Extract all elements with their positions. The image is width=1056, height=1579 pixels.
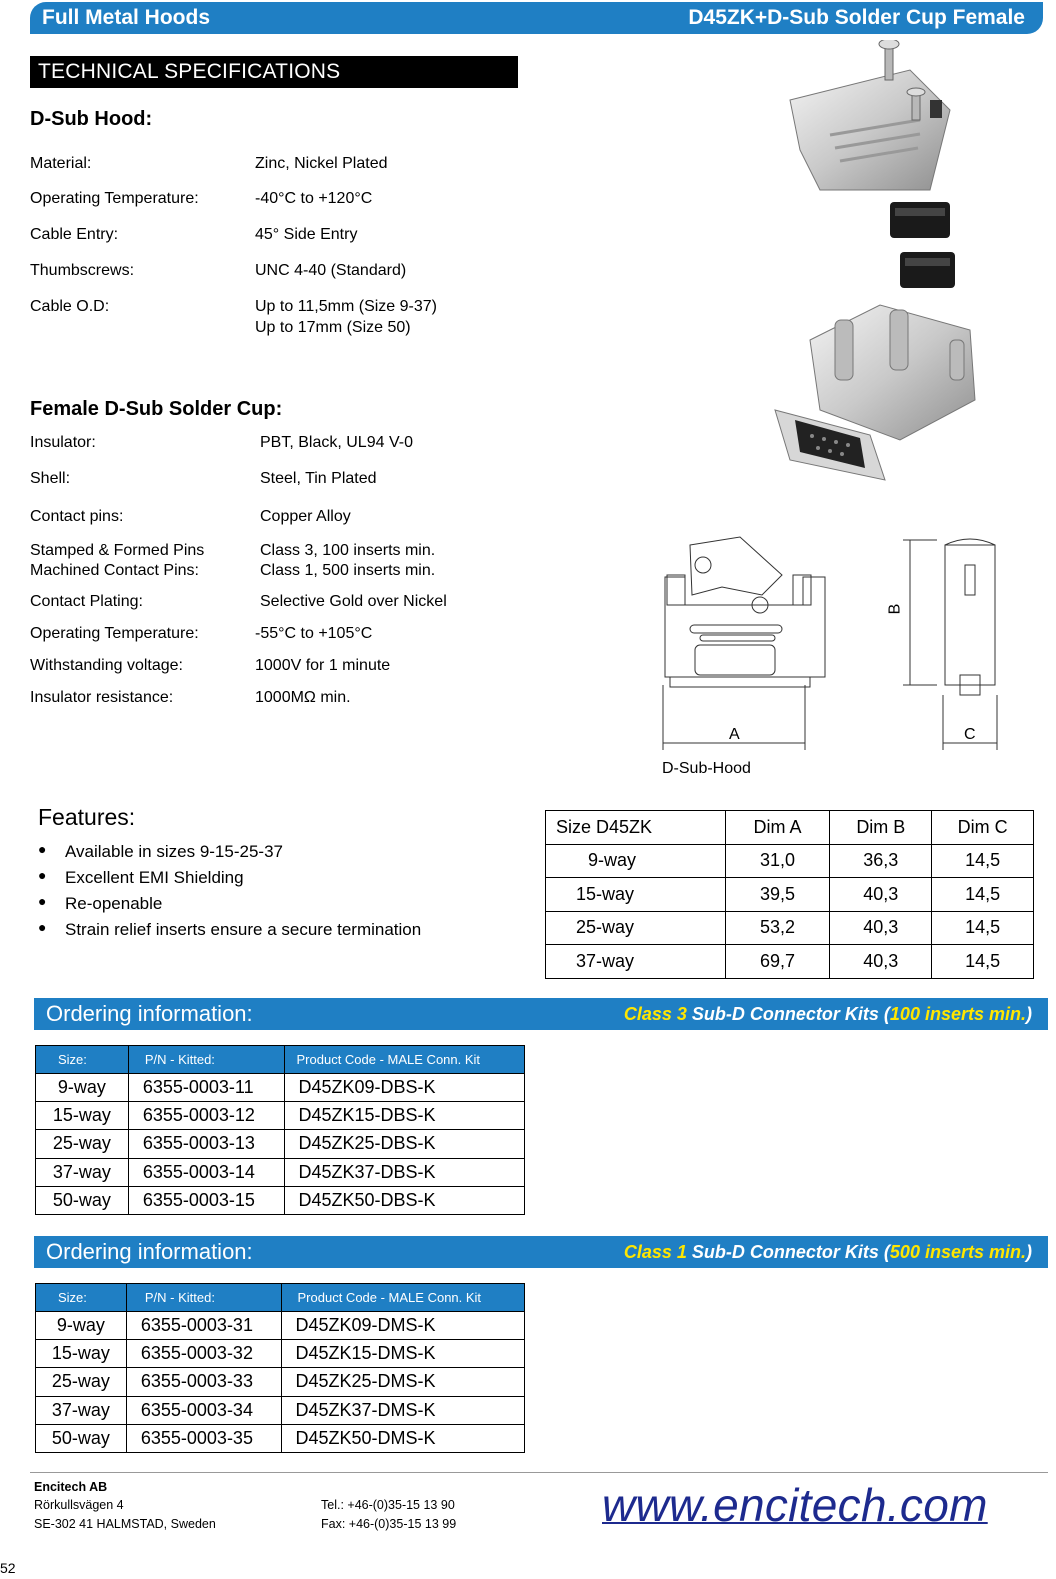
table-cell: 31,0 (725, 844, 830, 878)
table-cell: 37-way (546, 945, 726, 979)
table-cell: D45ZK37-DBS-K (284, 1158, 525, 1186)
table-cell: D45ZK25-DMS-K (281, 1368, 524, 1396)
hood-top-half (790, 40, 950, 190)
table-cell: D45ZK15-DMS-K (281, 1340, 524, 1368)
spec-value: Class 3, 100 inserts min. (260, 542, 436, 559)
table-row (36, 1396, 525, 1424)
table-cell: 15-way (36, 1102, 129, 1130)
footer-company: Encitech AB (34, 1480, 108, 1494)
table-cell: 69,7 (725, 945, 830, 979)
table-row (36, 1102, 525, 1130)
spec-value: Up to 11,5mm (Size 9-37) (255, 298, 437, 315)
spec-value: Class 1, 500 inserts min. (260, 562, 436, 579)
technical-specifications-heading: TECHNICAL SPECIFICATIONS (30, 56, 518, 88)
table-row (36, 1312, 525, 1340)
spec-value: Copper Alloy (260, 508, 351, 525)
table-header-cell: Dim B (830, 811, 932, 845)
table-cell: 9-way (546, 844, 726, 878)
table-cell: D45ZK09-DMS-K (281, 1312, 524, 1340)
table-cell: 14,5 (932, 878, 1034, 912)
spec-label: Shell: (30, 470, 71, 487)
table-cell: 40,3 (830, 945, 932, 979)
spec-label: Cable Entry: (30, 226, 119, 243)
spec-label: Thumbscrews: (30, 262, 135, 279)
bullet-icon: ● (38, 841, 47, 857)
ordering-subtitle: Class 1 Sub-D Connector Kits (500 inserts min.) (623, 1242, 1032, 1262)
ordering-table-class3 (35, 1045, 525, 1215)
spec-label: Material: (30, 155, 92, 172)
spec-value: Zinc, Nickel Plated (255, 155, 388, 172)
features-title: Features: (38, 804, 136, 830)
header-category: Full Metal Hoods (42, 6, 210, 29)
table-cell: 14,5 (932, 844, 1034, 878)
dim-c-label: C (964, 726, 976, 743)
table-row (36, 1074, 525, 1102)
spec-label: Stamped & Formed Pins (30, 542, 205, 559)
table-header-cell: Dim A (725, 811, 830, 845)
table-cell: 37-way (36, 1396, 127, 1424)
table-cell: 6355-0003-34 (126, 1396, 281, 1424)
table-cell: 25-way (546, 911, 726, 945)
spec-value: 1000MΩ min. (255, 689, 351, 706)
spec-value: Steel, Tin Plated (260, 470, 377, 487)
table-cell: 14,5 (932, 945, 1034, 979)
ordering-title: Ordering information: (46, 1001, 253, 1026)
table-header-cell: Size: (36, 1284, 127, 1312)
list-item: ● Excellent EMI Shielding (38, 867, 244, 887)
table-header-cell: Product Code - MALE Conn. Kit (284, 1046, 525, 1074)
spec-label: Machined Contact Pins: (30, 562, 199, 579)
ordering-bar-class1 (34, 1236, 1048, 1268)
table-row (36, 1368, 525, 1396)
table-cell: 36,3 (830, 844, 932, 878)
spec-value: 1000V for 1 minute (255, 657, 391, 674)
spec-value: -40°C to +120°C (255, 190, 373, 207)
website-link[interactable]: www.encitech.com (602, 1479, 988, 1531)
ordering-bar-class3 (34, 998, 1048, 1030)
table-row (546, 945, 1034, 979)
table-cell: 14,5 (932, 911, 1034, 945)
spec-value: Up to 17mm (Size 50) (255, 319, 411, 336)
table-header-row (36, 1284, 525, 1312)
page-number: 52 (0, 1560, 16, 1576)
spec-value: Selective Gold over Nickel (260, 593, 447, 610)
list-item: ● Available in sizes 9-15-25-37 (38, 841, 283, 861)
table-row (546, 844, 1034, 878)
footer-fax: Fax: +46-(0)35-15 13 99 (321, 1517, 457, 1531)
table-cell: D45ZK50-DMS-K (281, 1424, 524, 1452)
strain-relief-inserts (890, 202, 955, 288)
list-item: ● Strain relief inserts ensure a secure termination (38, 919, 422, 939)
table-header-cell: P/N - Kitted: (128, 1046, 284, 1074)
footer-divider (30, 1472, 1048, 1473)
dim-b-label: B (886, 603, 904, 615)
spec-value: 45° Side Entry (255, 226, 358, 243)
table-cell: 9-way (36, 1312, 127, 1340)
list-item: ● Re-openable (38, 893, 163, 913)
hood-dimension-drawing (655, 535, 1015, 760)
table-row (36, 1186, 525, 1214)
table-row (36, 1130, 525, 1158)
table-cell: D45ZK15-DBS-K (284, 1102, 525, 1130)
footer-street: Rörkullsvägen 4 (34, 1498, 124, 1512)
table-cell: 6355-0003-35 (126, 1424, 281, 1452)
table-cell: 40,3 (830, 911, 932, 945)
table-cell: D45ZK25-DBS-K (284, 1130, 525, 1158)
table-cell: 6355-0003-31 (126, 1312, 281, 1340)
spec-label: Insulator resistance: (30, 689, 174, 706)
table-header-cell: P/N - Kitted: (126, 1284, 281, 1312)
table-row (546, 878, 1034, 912)
table-cell: 6355-0003-33 (126, 1368, 281, 1396)
bullet-icon: ● (38, 919, 47, 935)
spec-label: Operating Temperature: (30, 625, 199, 642)
table-cell: 50-way (36, 1186, 129, 1214)
table-row (546, 911, 1034, 945)
table-cell: 40,3 (830, 878, 932, 912)
table-cell: 25-way (36, 1130, 129, 1158)
table-row (36, 1340, 525, 1368)
spec-label: Contact Plating: (30, 593, 143, 610)
spec-label: Insulator: (30, 434, 96, 451)
solder-section-title: Female D-Sub Solder Cup: (30, 398, 283, 420)
bullet-icon: ● (38, 867, 47, 883)
footer-tel: Tel.: +46-(0)35-15 13 90 (321, 1498, 455, 1512)
table-cell: 6355-0003-32 (126, 1340, 281, 1368)
ordering-table-class1 (35, 1283, 525, 1453)
table-header-cell: Dim C (932, 811, 1034, 845)
table-row (36, 1158, 525, 1186)
table-cell: 15-way (546, 878, 726, 912)
table-cell: 6355-0003-12 (128, 1102, 284, 1130)
dim-a-label: A (729, 726, 740, 743)
features-list (38, 842, 421, 946)
table-cell: 6355-0003-13 (128, 1130, 284, 1158)
spec-value: -55°C to +105°C (255, 625, 373, 642)
dimensions-table (545, 810, 1034, 979)
spec-label: Cable O.D: (30, 298, 110, 315)
table-cell: 9-way (36, 1074, 129, 1102)
product-photo (760, 40, 1000, 500)
footer-city: SE-302 41 HALMSTAD, Sweden (34, 1517, 216, 1531)
table-cell: 25-way (36, 1368, 127, 1396)
table-header-cell: Size D45ZK (546, 811, 726, 845)
table-cell: 6355-0003-15 (128, 1186, 284, 1214)
table-cell: 53,2 (725, 911, 830, 945)
table-cell: 15-way (36, 1340, 127, 1368)
hood-bottom-half (810, 305, 975, 440)
ordering-subtitle: Class 3 Sub-D Connector Kits (100 inserts min.) (623, 1004, 1032, 1024)
table-header-cell: Product Code - MALE Conn. Kit (281, 1284, 524, 1312)
table-cell: 37-way (36, 1158, 129, 1186)
ordering-title: Ordering information: (46, 1239, 253, 1264)
table-row (36, 1424, 525, 1452)
spec-label: Contact pins: (30, 508, 124, 525)
bullet-icon: ● (38, 893, 47, 909)
table-cell: 6355-0003-14 (128, 1158, 284, 1186)
spec-label: Operating Temperature: (30, 190, 199, 207)
table-cell: D45ZK50-DBS-K (284, 1186, 525, 1214)
header-product-title: D45ZK+D-Sub Solder Cup Female (688, 6, 1025, 29)
spec-label: Withstanding voltage: (30, 657, 183, 674)
spec-value: UNC 4-40 (Standard) (255, 262, 407, 279)
header-bar (30, 2, 1043, 34)
table-cell: D45ZK09-DBS-K (284, 1074, 525, 1102)
table-header-cell: Size: (36, 1046, 129, 1074)
table-cell: 39,5 (725, 878, 830, 912)
drawing-caption: D-Sub-Hood (662, 760, 751, 777)
spec-value: PBT, Black, UL94 V-0 (260, 434, 413, 451)
table-cell: 50-way (36, 1424, 127, 1452)
table-header-row (546, 811, 1034, 845)
hood-section-title: D-Sub Hood: (30, 108, 153, 130)
table-cell: D45ZK37-DMS-K (281, 1396, 524, 1424)
table-cell: 6355-0003-11 (128, 1074, 284, 1102)
table-header-row (36, 1046, 525, 1074)
